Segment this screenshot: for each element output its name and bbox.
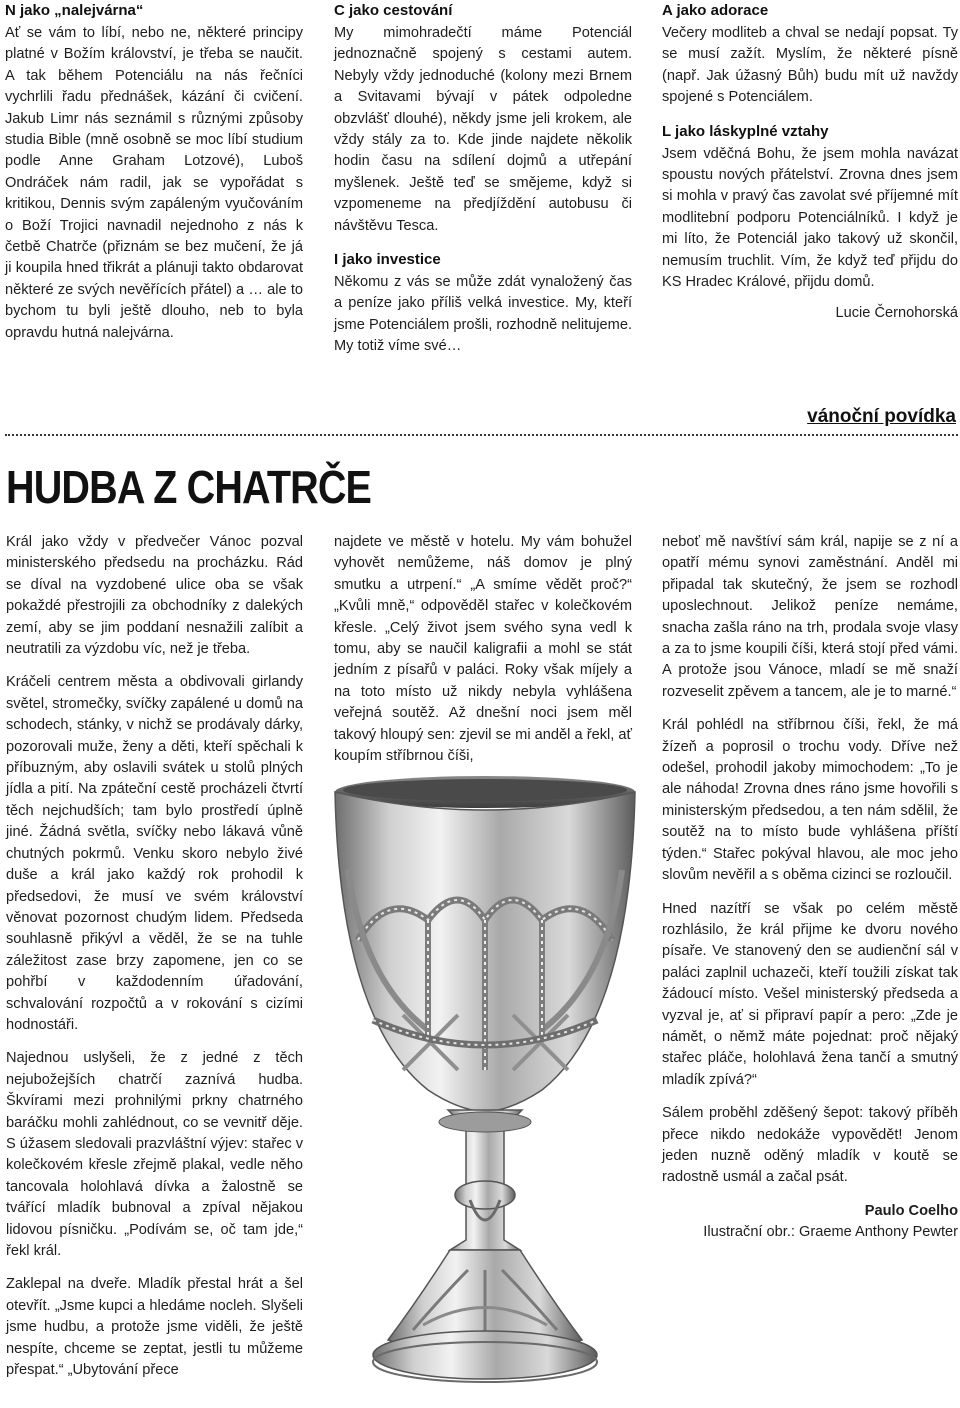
story-paragraph: najdete ve městě v hotelu. My vám bohužel vyhovět nemůžeme, náš domov je plný smutku a utrpení.“ „A smíme vědět proč?“ „Kvůli mně,“ odpověděl stařec v kolečkovém křesle. „Celý život jsem svého syna vedl k tomu, aby se naučil kaligrafii a mohl se stát jedním z písařů v paláci. Roky však míjely a na toto místo už nikdy nebyla vyhlášena veřejná soutěž. Až dnešní noci jsem měl takový hloupý sen: zjevil se mi anděl a řekl, ať koupím stříbrnou číši, xyxy=(334,534,632,765)
story-column-2 xyxy=(334,532,632,779)
story-paragraph: Zaklepal na dveře. Mladík přestal hrát a šel otevřít. „Jsme kupci a hledáme nocleh. Slyšeli jsme hudbu, a protože jsme viděli, že ještě nespíte, chceme se zeptat, jestli tu můžeme přespat.“ „Ubytování přece xyxy=(6,1276,303,1379)
section-text-n: Ať se vám to líbí, nebo ne, některé principy platné v Božím království, je třeba se naučit. A tak během Potenciálu na nás řečníci vychrlili řadu přednášek, kázání či cvičení. Jakub Limr nás seznámil s různými způsoby studia Bible (mně osobně se moc líbí studium podle Anne Graham Lotzové), Luboš Ondráček nám radil, jak se vypořádat s kritikou, Dennis svým zapáleným vyučováním o Boží Trojici navnadil nejednoho z nás k četbě Chatrče (přiznám se bez mučení, že já ji koupila hned třikrát a plánuji takto obdarovat některé ze svých nevěřících přátel) a … ale to bychom tu byli ještě dlouho, neb to byla opravdu hutná nalejvárna. xyxy=(5,25,303,341)
story-paragraph: Král pohlédl na stříbrnou číši, řekl, že má žízeň a poprosil o trochu vody. Dříve než odešel, prohodil jakoby mimochodem: „To je ale náhoda! Zrovna dnes ráno jsme hovořili s ministerským předsedou, a ten nám sdělil, že soutěž na to místo bude vyhlášena příští týden.“ Stařec pokýval hlavou, ale moc jeho slovům nevěřil a s oběma cizinci se rozloučil. xyxy=(662,717,958,884)
section-heading-a: A jako adorace xyxy=(662,2,769,19)
section-label: vánoční povídka xyxy=(807,406,956,427)
section-text-i: Někomu z vás se může zdát vynaložený čas a peníze jako příliš velká investice. My, kteří jsme Potenciálem prošli, rozhodně nelitujeme. My totiž víme své… xyxy=(334,274,632,355)
dotted-divider xyxy=(5,434,958,436)
story-title: HUDBA Z CHATRČE xyxy=(6,461,372,513)
story-paragraph: Hned nazítří se však po celém městě rozhlásilo, že král přijme ke dvoru nového písaře. Ve stanovený den se audienční sál v paláci zaplnil uchazeči, kteří toužili získat tak žádoucí místo. Vešel ministerský předseda a vyzval je, ať si připraví papír a pero: „Zde je námět, o němž máte pojednat: proč nějaký stařec pláče, holohlavá žena tančí a smutný mladík zpívá?“ xyxy=(662,900,958,1088)
story-paragraph: Sálem proběhl zděšený šepot: takový příběh přece nikdo nedokáže vypovědět! Jenom jeden nuzně oděný mladík v koutě se radostně usmál a začal psát. xyxy=(662,1105,958,1186)
article-signature: Lucie Černohorská xyxy=(835,305,958,322)
illustration-credit: Ilustrační obr.: Graeme Anthony Pewter xyxy=(703,1224,958,1241)
story-author: Paulo Coelho xyxy=(864,1202,958,1219)
intro-column-3 xyxy=(662,0,958,325)
section-heading-l: L jako láskyplné vztahy xyxy=(662,122,829,140)
story-paragraph: Král jako vždy v předvečer Vánoc pozval ministerského předsedu na procházku. Rád se díval na vyzdobené ulice oba se však pokaždé přestrojili za obchodníky z dalekých zemí, aby se jim poddaní nesnažili zalíbit a neutratili za výzdobu víc, než je třeba. xyxy=(6,534,303,658)
section-heading-i: I jako investice xyxy=(334,251,441,269)
section-heading-n: N jako „nalejvárna“ xyxy=(5,2,144,19)
section-text-c: My mimohradečtí máme Potenciál jednoznačně spojený s cestami autem. Nebyly vždy jednoduché (kolony mezi Brnem a Svitavami bývají v pátek odpoledne obzvlášť dlouhé), někdy jsme jeli krokem, ale vždy stály za to. Kde jinde najdete několik hodin času na sdílení dojmů a utřepání myšlenek. Ještě teď se smějeme, když si vzpomeneme na předjíždění autobusu či návštěvu Tesca. xyxy=(334,25,632,234)
silver-chalice-illustration xyxy=(318,770,652,1400)
section-text-l: Jsem vděčná Bohu, že jsem mohla navázat spoustu nových přátelství. Zrovna dnes jsem si mohla v pravý čas zavolat své příjemné mít modlitební podporu Potenciálníků. I když je mi líto, že Potenciál jako takový už skončil, nemusím truchlit. Vím, že když teď přijdu do KS Hradec Králové, přijdu domů. xyxy=(662,145,958,291)
section-heading-c: C jako cestování xyxy=(334,2,453,19)
story-column-3 xyxy=(662,532,958,1244)
intro-column-1 xyxy=(5,0,303,354)
story-paragraph: neboť mě navštíví sám král, napije se z ní a opatří mému synovi zaměstnání. Anděl mi připadal tak skutečný, že jsem se rozhodl uposlechnout. Jelikož peníze nemáme, snacha zašla ráno na trh, prodala svoje vlasy a za to jsme koupili číši, která stojí před vámi. A protože jsou Vánoce, mladí se mě snaží rozveselit zpěvem a tancem, ale je to marné.“ xyxy=(662,534,958,700)
story-column-1 xyxy=(6,532,303,1393)
intro-column-2 xyxy=(334,0,632,368)
story-paragraph: Najednou uslyšeli, že z jedné z těch nejubožejších chatrčí zaznívá hudba. Škvírami mezi prohnilými prkny chatrného baráčku mohli zahlédnout, co se vevnitř děje. S úžasem sledovali prazvláštní výjev: stařec v kolečkovém křesle zřejmě plakal, vedle něho tancovala holohlavá dívka a žalostně se tvářící mladík bubnoval a zpíval nějakou lidovou písničku. „Podívám se, oč tam jde,“ řekl král. xyxy=(6,1050,303,1259)
story-paragraph: Kráčeli centrem města a obdivovali girlandy světel, stromečky, svíčky zapálené u domů na schodech, stánky, v nichž se prodávaly dárky, pozorovali muže, ženy a děti, kteří spěchali k příbuzným, aby oslavili svátek u stolů plných jídla a pití. Na zpáteční cestě procházeli čtvrtí těch nejchudších; tam bylo prostředí úplně jiné. Žádná světla, svíčky nebo lákavá vůně chutných pokrmů. Venku skoro nebylo živé duše a král jako každý rok prohodil k předsedovi, že musí ve svém království věnovat pozornost chudým lidem. Předseda souhlasně přikývl a věděl, že se na tuhle záležitost zase brzy zapomene, jen co se pohřbí v každodenním úřadování, schvalování rozpočtů a v rokování s cizími hodnostáři. xyxy=(6,674,303,1033)
section-text-a: Večery modliteb a chval se nedají popsat. Ty se musí zažít. Myslím, že některé písně (např. Jak úžasný Bůh) budu mít už navždy spojené s Potenciálem. xyxy=(662,25,958,106)
